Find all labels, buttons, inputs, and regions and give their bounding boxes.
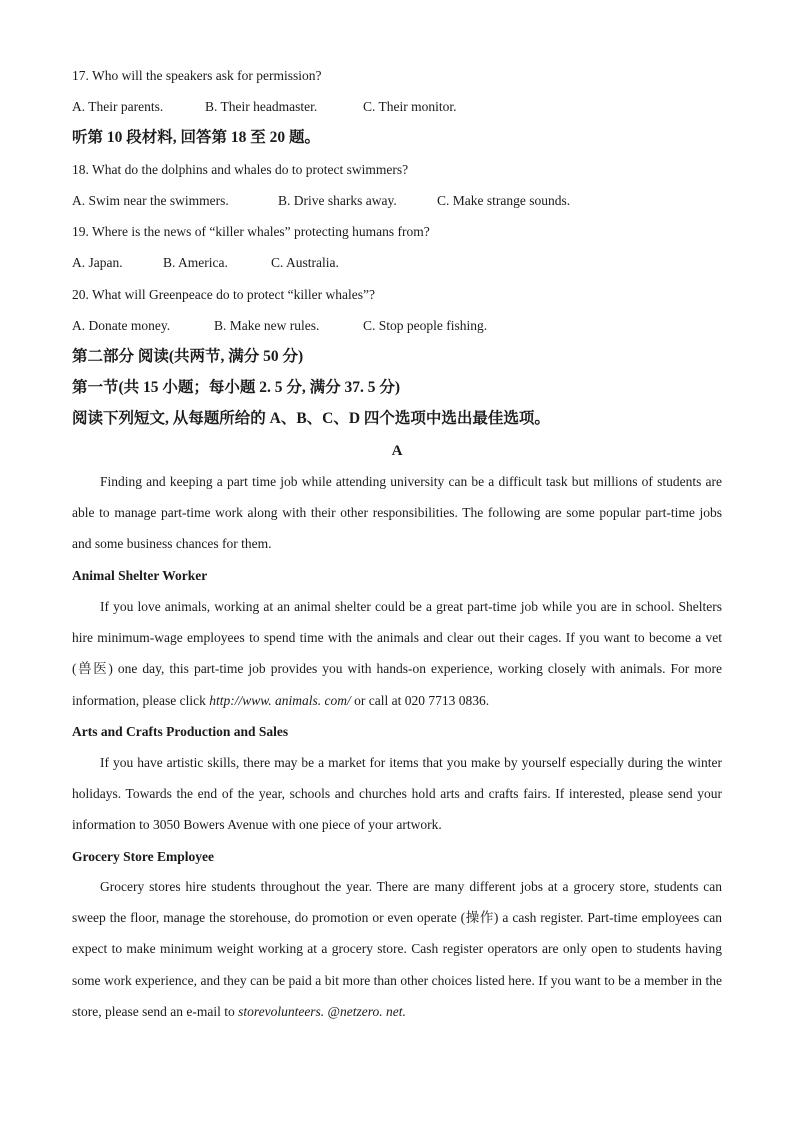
option-c: C. Their monitor.	[363, 99, 457, 114]
option-a: A. Japan.	[72, 255, 123, 270]
job-text-tail: or call at 020 7713 0836.	[350, 692, 490, 708]
question-17-options	[72, 97, 457, 117]
option-b: B. Their headmaster.	[205, 99, 318, 114]
reading-instruction: 阅读下列短文, 从每题所给的 A、B、C、D 四个选项中选出最佳选项。	[72, 410, 550, 427]
email-address[interactable]: storevolunteers. @netzero. net.	[238, 1003, 406, 1019]
question-20-options	[72, 316, 487, 336]
passage-letter: A	[391, 443, 403, 459]
job-title-grocery: Grocery Store Employee	[72, 849, 214, 864]
section-heading-10: 听第 10 段材料, 回答第 18 至 20 题。	[72, 129, 321, 146]
option-a: A. Swim near the swimmers.	[72, 193, 229, 208]
job-title-animal-shelter: Animal Shelter Worker	[72, 568, 208, 583]
option-b: B. America.	[163, 255, 228, 270]
option-a: A. Their parents.	[72, 99, 164, 114]
question-18-options	[72, 191, 570, 211]
option-a: A. Donate money.	[72, 318, 171, 333]
job-text-arts-crafts: If you have artistic skills, there may be a market for items that you make by yourself especially during the winter holidays. Towards the end of the year, schools and churches hold arts and crafts fairs. If interested, please send your information to 3050 Bowers Avenue with one piece of your artwork.	[72, 755, 722, 833]
option-b: B. Make new rules.	[214, 318, 320, 333]
part-two-heading: 第二部分 阅读(共两节, 满分 50 分)	[72, 348, 304, 365]
job-title-arts-crafts: Arts and Crafts Production and Sales	[72, 724, 289, 739]
question-19-options	[72, 253, 339, 273]
job-text: If you love animals, working at an animal shelter could be a great part-time job while you are in school. Shelters hire minimum-wage employees to spend time with the animals and clear out their cages. If you want to become a vet (兽医) one day, this part-time job provides you with hands-on experience, working closely with animals. For more information, please click	[72, 599, 722, 708]
question-17: 17. Who will the speakers ask for permission?	[72, 68, 322, 83]
website-link[interactable]: http://www. animals. com/	[209, 692, 351, 708]
section-one-heading: 第一节(共 15 小题；每小题 2. 5 分, 满分 37. 5 分)	[72, 379, 401, 396]
job-text: Grocery stores hire students throughout the year. There are many different jobs at a grocery store, students can sweep the floor, manage the storehouse, do promotion or even operate (操作) a cash register. Part-time employees can expect to make minimum weight working at a grocery store. Cash register operators are only open to students having some work experience, and they can be paid a bit more than other choices listed here. If you want to be a member in the store, please send an e-mail to	[72, 879, 722, 1019]
option-b: B. Drive sharks away.	[278, 193, 397, 208]
question-19: 19. Where is the news of “killer whales” protecting humans from?	[72, 224, 430, 239]
question-20: 20. What will Greenpeace do to protect “killer whales”?	[72, 287, 375, 302]
job-text-animal-shelter	[72, 591, 722, 716]
intro-paragraph: Finding and keeping a part time job while attending university can be a difficult task but millions of students are able to manage part-time work along with their other responsibilities. The following are some popular part-time jobs and some business chances for them.	[72, 474, 722, 552]
job-text-grocery	[72, 871, 722, 1027]
question-18: 18. What do the dolphins and whales do to protect swimmers?	[72, 162, 409, 177]
option-c: C. Stop people fishing.	[363, 318, 488, 333]
option-c: C. Australia.	[271, 255, 339, 270]
option-c: C. Make strange sounds.	[437, 193, 571, 208]
